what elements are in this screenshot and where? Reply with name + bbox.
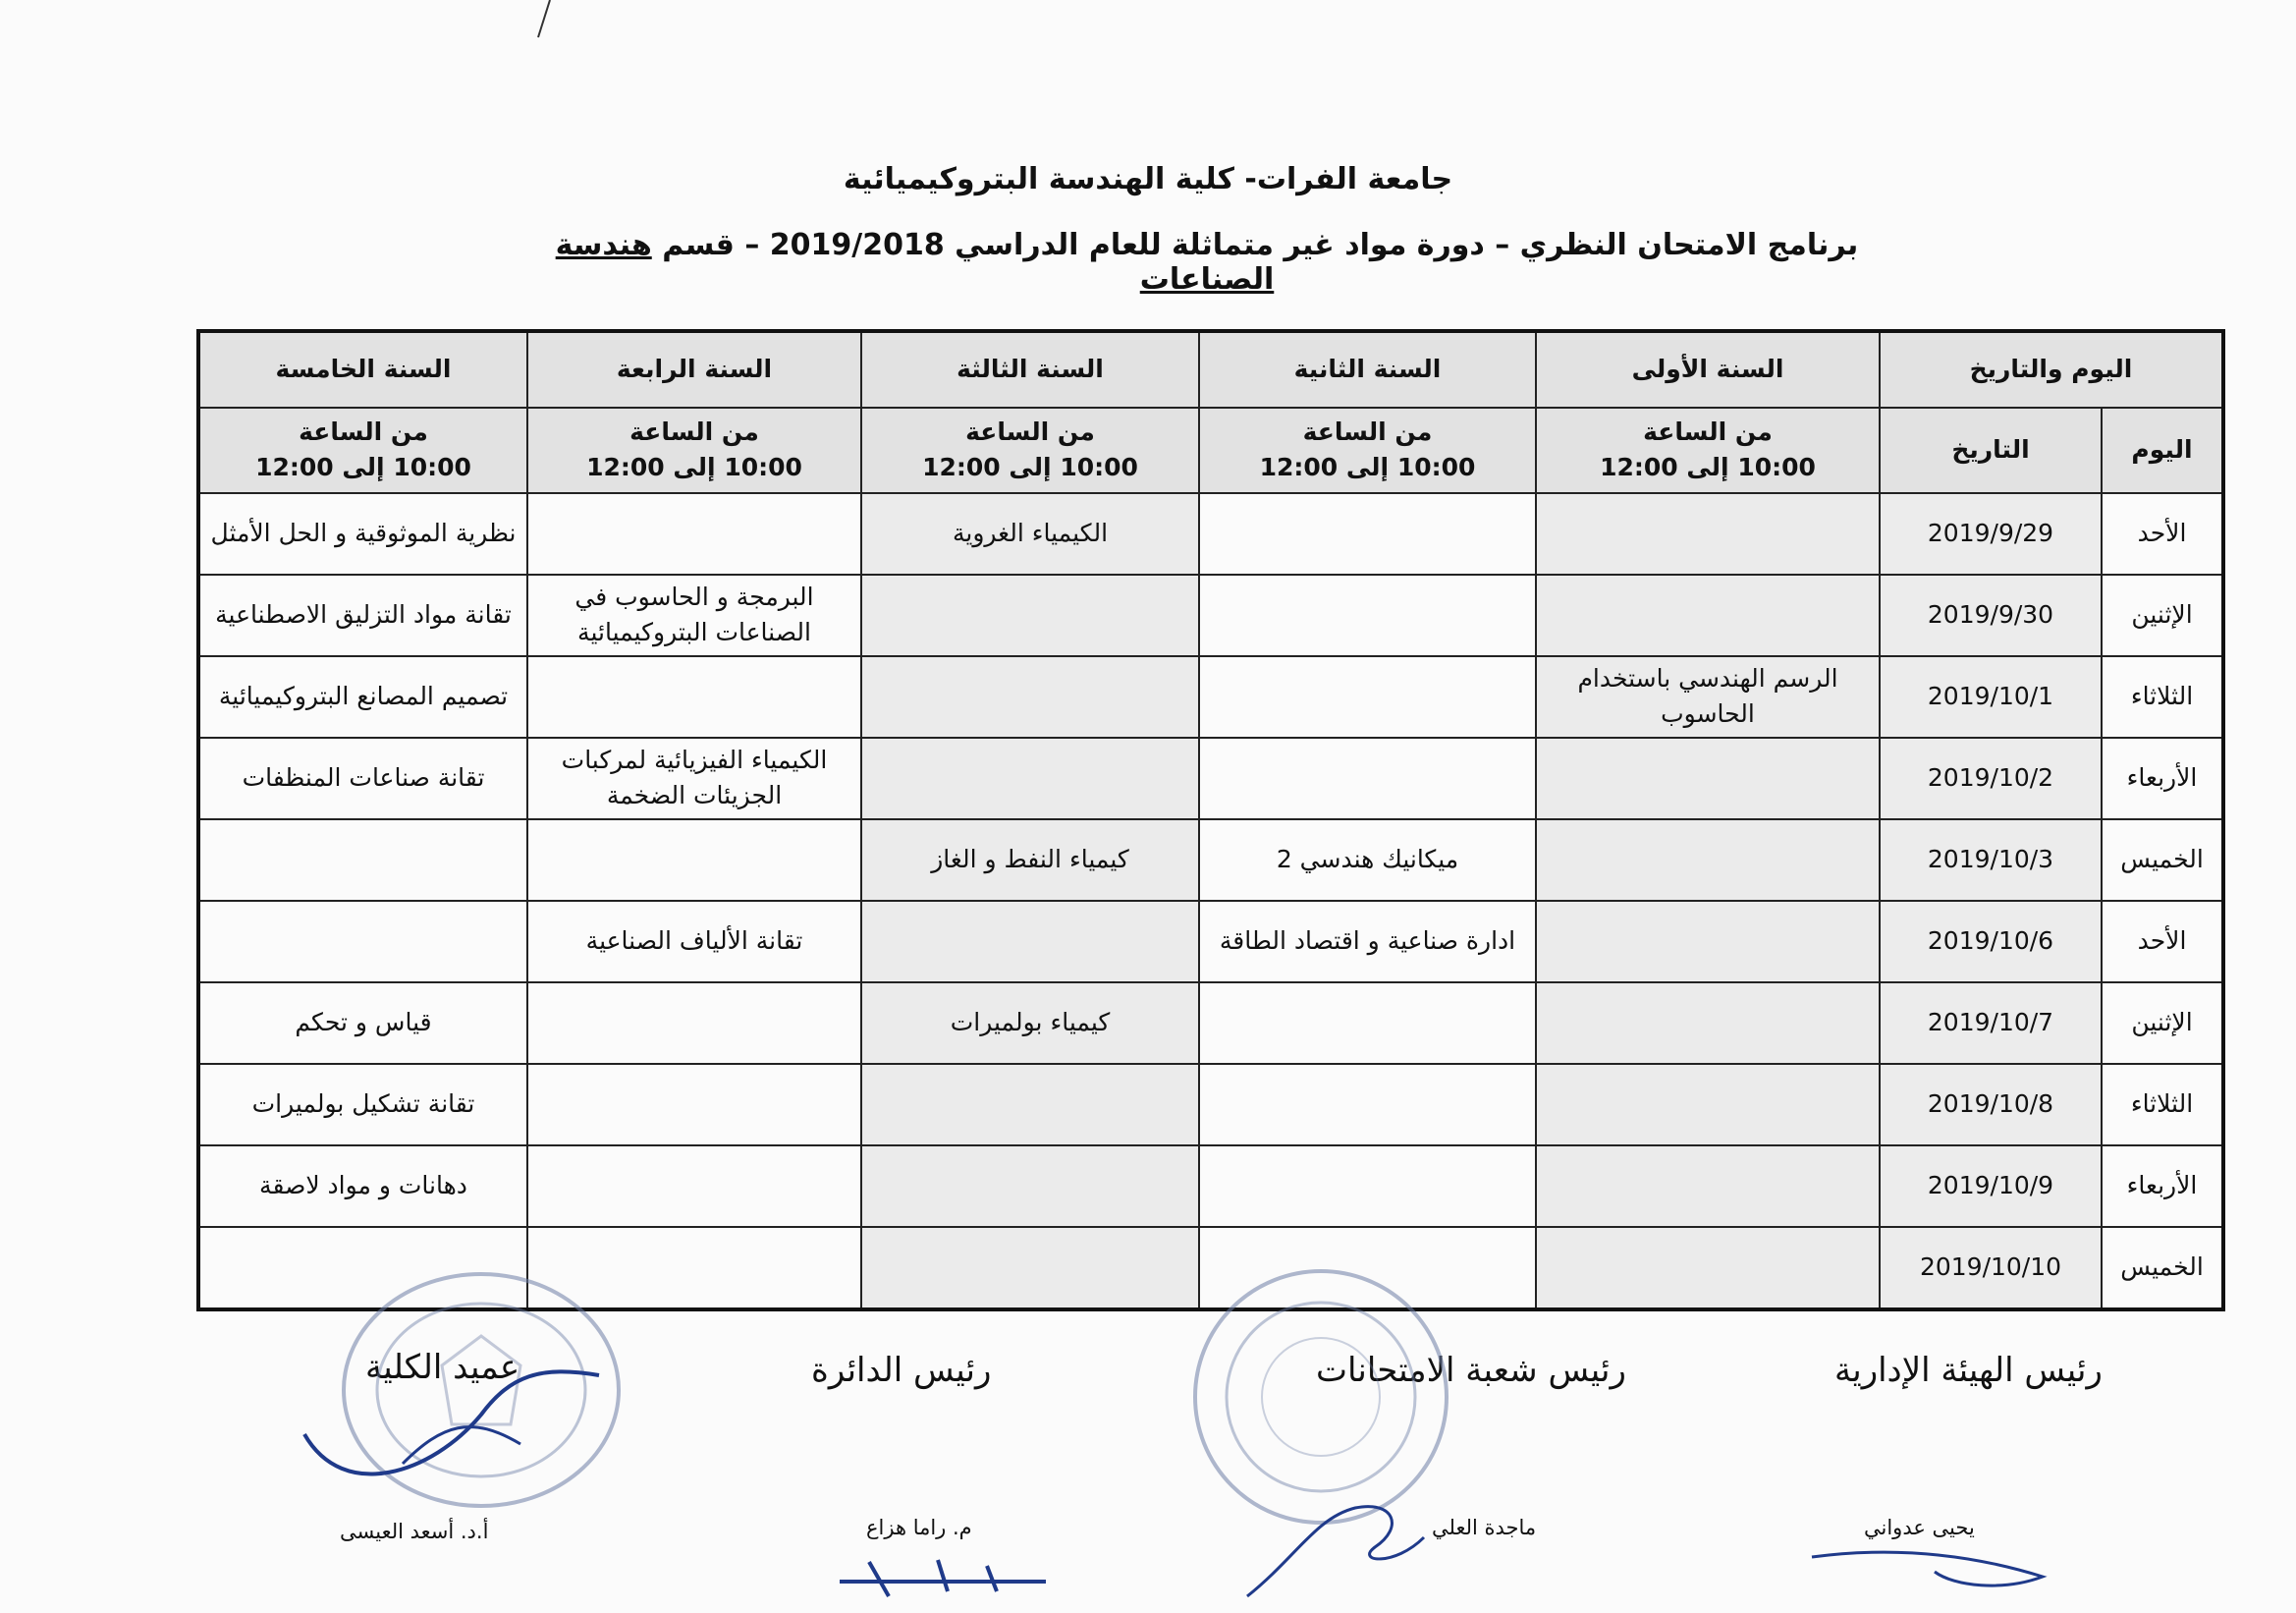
exams-head-name: ماجدة العلي [1432,1516,1537,1539]
day-cell: الإثنين [2102,575,2223,656]
year-time-header [198,408,527,493]
year4-exam-cell: البرمجة و الحاسوب في الصناعات البتروكيميائية [527,575,861,656]
dept-head-title: رئيس الدائرة [811,1351,992,1390]
date-cell: 2019/10/8 [1880,1064,2102,1145]
day-column-header: اليوم [2102,408,2223,493]
schedule-row [198,656,2223,738]
year1-exam-cell [1536,901,1880,982]
day-cell: الأربعاء [2102,738,2223,819]
day-cell: الخميس [2102,1227,2223,1309]
year4-exam-cell [527,656,861,738]
date-cell: 2019/10/7 [1880,982,2102,1064]
department-name: هندسة الصناعات [555,228,1275,297]
exam-schedule-table [196,329,2225,1311]
year2-exam-cell: ادارة صناعية و اقتصاد الطاقة [1199,901,1536,982]
day-date-header: اليوم والتاريخ [1880,331,2223,408]
year1-exam-cell [1536,1227,1880,1309]
day-cell: الخميس [2102,819,2223,901]
year5-exam-cell: تقانة تشكيل بولميرات [198,1064,527,1145]
year2-exam-cell [1199,1145,1536,1227]
time-from-label: من الساعة [1302,417,1433,447]
schedule-row [198,738,2223,819]
year2-exam-cell [1199,656,1536,738]
time-range-label: 10:00 إلى 12:00 [1600,453,1816,482]
date-cell: 2019/9/30 [1880,575,2102,656]
year1-exam-cell [1536,1145,1880,1227]
time-range-label: 10:00 إلى 12:00 [1259,453,1476,482]
year3-exam-cell: كيمياء بولميرات [861,982,1199,1064]
year3-exam-cell [861,738,1199,819]
corner-mark [530,0,560,39]
year3-exam-cell [861,1064,1199,1145]
exams-head-title: رئيس شعبة الامتحانات [1316,1351,1626,1390]
schedule-row [198,493,2223,575]
year3-exam-cell [861,575,1199,656]
year5-exam-cell: تقانة صناعات المنظفات [198,738,527,819]
program-title-main: برنامج الامتحان النظري – دورة مواد غير متماثلة للعام الدراسي 2019/2018 – قسم [651,228,1859,262]
year2-exam-cell: ميكانيك هندسي 2 [1199,819,1536,901]
time-from-label: من الساعة [965,417,1095,447]
year-time-header [1536,408,1880,493]
schedule-row [198,819,2223,901]
year1-exam-cell [1536,1064,1880,1145]
year3-exam-cell: الكيمياء الغروية [861,493,1199,575]
date-cell: 2019/10/10 [1880,1227,2102,1309]
year5-exam-cell: تقانة مواد التزليق الاصطناعية [198,575,527,656]
year5-exam-cell: قياس و تحكم [198,982,527,1064]
year4-exam-cell: تقانة الألياف الصناعية [527,901,861,982]
year-time-header [527,408,861,493]
year5-exam-cell: نظرية الموثوقية و الحل الأمثل [198,493,527,575]
day-cell: الثلاثاء [2102,1064,2223,1145]
day-cell: الأحد [2102,901,2223,982]
year1-exam-cell [1536,738,1880,819]
year3-exam-cell: كيمياء النفط و الغاز [861,819,1199,901]
year2-exam-cell [1199,493,1536,575]
date-cell: 2019/10/2 [1880,738,2102,819]
dean-title: عميد الكلية [365,1348,520,1387]
year1-exam-cell [1536,493,1880,575]
date-cell: 2019/9/29 [1880,493,2102,575]
date-cell: 2019/10/6 [1880,901,2102,982]
time-from-label: من الساعة [299,417,428,447]
time-from-label: من الساعة [1643,417,1773,447]
year-header: السنة الرابعة [527,331,861,408]
time-from-label: من الساعة [629,417,759,447]
year4-exam-cell: الكيمياء الفيزيائية لمركبات الجزيئات الضخمة [527,738,861,819]
admin-head-name: يحيى عدواني [1864,1516,1975,1539]
date-cell: 2019/10/9 [1880,1145,2102,1227]
year-header: السنة الثالثة [861,331,1199,408]
day-cell: الأحد [2102,493,2223,575]
schedule-row [198,901,2223,982]
time-range-label: 10:00 إلى 12:00 [922,453,1138,482]
year4-exam-cell [527,1064,861,1145]
year3-exam-cell [861,656,1199,738]
year4-exam-cell [527,1145,861,1227]
year2-exam-cell [1199,982,1536,1064]
day-cell: الثلاثاء [2102,656,2223,738]
date-cell: 2019/10/3 [1880,819,2102,901]
dept-signature-scribble [830,1552,1056,1601]
dept-head-name: م. راما هزاع [866,1516,972,1539]
dean-signature-scribble [285,1356,619,1503]
date-column-header: التاريخ [1880,408,2102,493]
year3-exam-cell [861,1227,1199,1309]
year4-exam-cell [527,493,861,575]
year2-exam-cell [1199,738,1536,819]
year4-exam-cell [527,819,861,901]
schedule-row [198,982,2223,1064]
date-cell: 2019/10/1 [1880,656,2102,738]
schedule-row [198,1145,2223,1227]
admin-signature-scribble [1807,1532,2062,1601]
admin-head-title: رئيس الهيئة الإدارية [1834,1351,2103,1390]
year-time-header [1199,408,1536,493]
year-header: السنة الثانية [1199,331,1536,408]
year3-exam-cell [861,901,1199,982]
year4-exam-cell [527,982,861,1064]
year1-exam-cell: الرسم الهندسي باستخدام الحاسوب [1536,656,1880,738]
year2-exam-cell [1199,1064,1536,1145]
year5-exam-cell [198,819,527,901]
day-cell: الإثنين [2102,982,2223,1064]
year-time-header [861,408,1199,493]
time-range-label: 10:00 إلى 12:00 [586,453,802,482]
time-range-label: 10:00 إلى 12:00 [255,453,471,482]
schedule-row [198,1064,2223,1145]
university-title: جامعة الفرات- كلية الهندسة البتروكيميائية [843,162,1453,196]
dean-name: أ.د. أسعد العيسى [340,1520,489,1543]
program-title [550,228,1864,297]
schedule-row [198,575,2223,656]
year-header: السنة الخامسة [198,331,527,408]
year5-exam-cell [198,901,527,982]
year1-exam-cell [1536,982,1880,1064]
year1-exam-cell [1536,575,1880,656]
year3-exam-cell [861,1145,1199,1227]
day-cell: الأربعاء [2102,1145,2223,1227]
exams-signature-scribble [1237,1478,1434,1606]
year1-exam-cell [1536,819,1880,901]
year2-exam-cell [1199,575,1536,656]
year5-exam-cell: تصميم المصانع البتروكيميائية [198,656,527,738]
year-header: السنة الأولى [1536,331,1880,408]
year5-exam-cell: دهانات و مواد لاصقة [198,1145,527,1227]
